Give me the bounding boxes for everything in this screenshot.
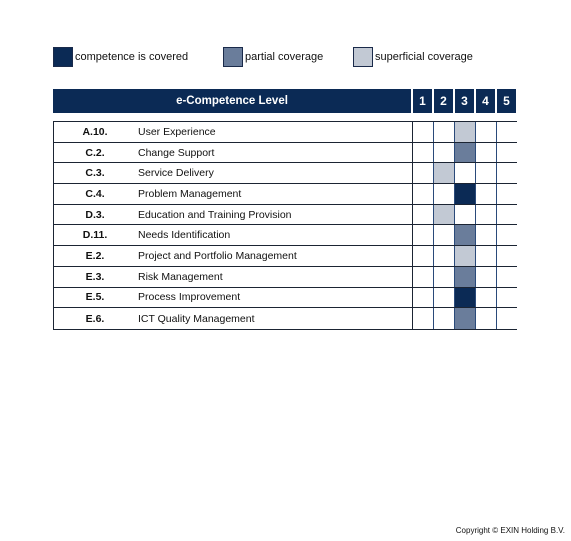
level-cell-3 xyxy=(454,225,475,245)
level-cell-5 xyxy=(496,143,517,163)
level-cell-4 xyxy=(475,308,496,329)
level-cell-2 xyxy=(433,288,454,308)
level-cell-3 xyxy=(454,267,475,287)
level-cell-5 xyxy=(496,225,517,245)
table-row xyxy=(54,225,516,246)
level-header-2: 2 xyxy=(434,89,453,113)
level-cell-5 xyxy=(496,122,517,142)
level-cell-4 xyxy=(475,205,496,225)
table-row xyxy=(54,163,516,184)
competence-code: A.10. xyxy=(82,125,108,138)
competence-name: Project and Portfolio Management xyxy=(138,249,297,262)
level-cell-5 xyxy=(496,267,517,287)
level-cell-2 xyxy=(433,205,454,225)
level-cell-5 xyxy=(496,308,517,329)
level-cell-2 xyxy=(433,184,454,204)
level-cell-2 xyxy=(433,225,454,245)
level-cell-2 xyxy=(433,267,454,287)
table-row xyxy=(54,122,516,143)
legend-label: competence is covered xyxy=(75,51,189,63)
level-cell-2 xyxy=(433,163,454,183)
level-cell-4 xyxy=(475,288,496,308)
competence-name: Problem Management xyxy=(138,187,242,200)
table-row xyxy=(54,308,516,329)
level-cell-1 xyxy=(412,205,433,225)
competence-code: E.6. xyxy=(85,312,105,325)
level-cell-2 xyxy=(433,246,454,266)
level-cell-3 xyxy=(454,122,475,142)
level-cell-5 xyxy=(496,184,517,204)
legend-item-superficial xyxy=(353,45,473,69)
level-cell-1 xyxy=(412,225,433,245)
level-cell-4 xyxy=(475,163,496,183)
competence-code: C.3. xyxy=(85,167,105,180)
competence-name: Service Delivery xyxy=(138,167,214,180)
competence-name: Change Support xyxy=(138,146,215,159)
level-cell-3 xyxy=(454,308,475,329)
level-cell-4 xyxy=(475,246,496,266)
level-cell-1 xyxy=(412,184,433,204)
level-cell-1 xyxy=(412,143,433,163)
level-header-1: 1 xyxy=(413,89,432,113)
legend-item-partial xyxy=(223,45,323,69)
level-header-4: 4 xyxy=(476,89,495,113)
legend-label: partial coverage xyxy=(245,51,324,63)
level-cell-5 xyxy=(496,246,517,266)
competence-code: D.11. xyxy=(82,229,108,242)
table-row xyxy=(54,246,516,267)
level-cell-2 xyxy=(433,143,454,163)
level-cell-3 xyxy=(454,246,475,266)
level-cell-4 xyxy=(475,267,496,287)
legend-item-covered xyxy=(53,45,188,69)
competence-code: D.3. xyxy=(85,208,105,221)
level-header-3: 3 xyxy=(455,89,474,113)
level-cell-3 xyxy=(454,184,475,204)
table-row xyxy=(54,267,516,288)
competence-code: C.2. xyxy=(85,146,105,159)
table-row xyxy=(54,205,516,226)
level-cell-1 xyxy=(412,308,433,329)
level-cell-4 xyxy=(475,184,496,204)
legend-swatch-superficial xyxy=(353,47,373,67)
level-cell-5 xyxy=(496,288,517,308)
competence-code: E.5. xyxy=(85,291,105,304)
level-cell-5 xyxy=(496,205,517,225)
level-cell-4 xyxy=(475,122,496,142)
level-cell-2 xyxy=(433,122,454,142)
level-cell-1 xyxy=(412,163,433,183)
level-cell-3 xyxy=(454,288,475,308)
table-row xyxy=(54,143,516,164)
level-cell-4 xyxy=(475,225,496,245)
competence-code: C.4. xyxy=(85,187,105,200)
header-title: e-Competence Level xyxy=(53,89,411,113)
level-header-5: 5 xyxy=(497,89,516,113)
competence-name: Education and Training Provision xyxy=(138,208,292,221)
competence-name: Risk Management xyxy=(138,270,223,283)
level-cell-4 xyxy=(475,143,496,163)
level-cell-3 xyxy=(454,205,475,225)
competence-code: E.3. xyxy=(85,270,105,283)
level-cell-3 xyxy=(454,143,475,163)
competence-name: User Experience xyxy=(138,125,216,138)
level-cell-3 xyxy=(454,163,475,183)
legend-swatch-covered xyxy=(53,47,73,67)
level-cell-5 xyxy=(496,163,517,183)
competence-name: Needs Identification xyxy=(138,229,231,242)
copyright-notice: Copyright © EXIN Holding B.V. xyxy=(455,526,565,535)
level-cell-1 xyxy=(412,246,433,266)
legend-label: superficial coverage xyxy=(375,51,473,63)
competence-table xyxy=(53,121,517,330)
competence-name: ICT Quality Management xyxy=(138,312,255,325)
table-row xyxy=(54,288,516,309)
competence-code: E.2. xyxy=(85,249,105,262)
level-cell-1 xyxy=(412,288,433,308)
legend-swatch-partial xyxy=(223,47,243,67)
table-row xyxy=(54,184,516,205)
level-cell-1 xyxy=(412,122,433,142)
level-cell-2 xyxy=(433,308,454,329)
level-cell-1 xyxy=(412,267,433,287)
competence-name: Process Improvement xyxy=(138,291,241,304)
